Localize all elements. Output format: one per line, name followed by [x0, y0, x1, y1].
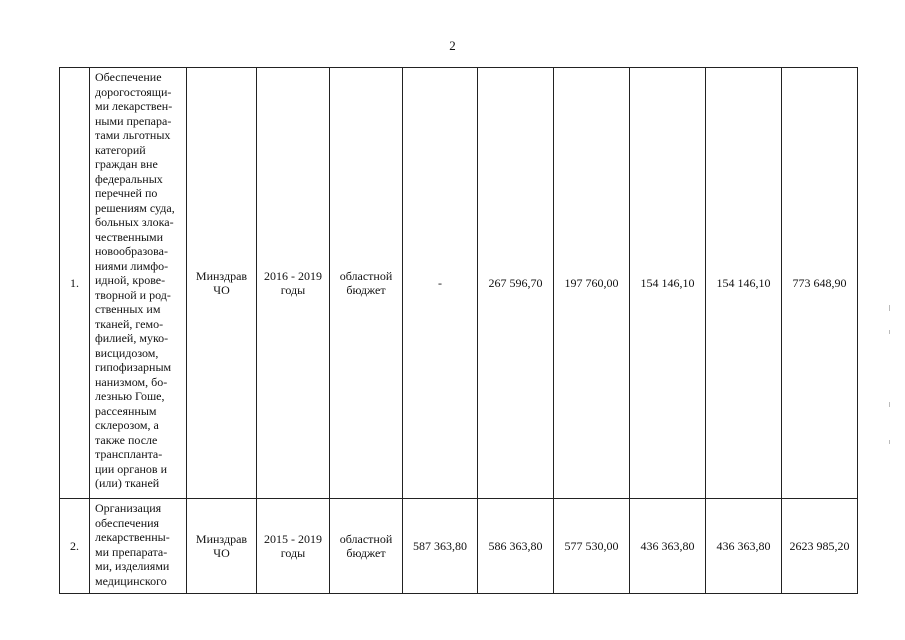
measure-name-line: медицинского [95, 573, 167, 588]
scan-mark [889, 402, 890, 407]
executor-line: ЧО [213, 283, 230, 297]
measure-name-line: нанизмом, бо- [95, 374, 168, 389]
measure-name-line: больных злока- [95, 215, 174, 229]
funding-source-cell [330, 68, 403, 499]
period-line: годы [280, 546, 306, 560]
row-number: 1. [60, 68, 90, 499]
funding-source-line: бюджет [346, 546, 386, 560]
measure-name-line: ми препарата- [95, 544, 168, 559]
measure-name-line: ниями лимфо- [95, 258, 169, 273]
measure-name-line: творной и род- [95, 287, 171, 302]
measure-name-cell [90, 499, 187, 594]
measure-name-line: Обеспечение [95, 70, 162, 84]
measure-name-line: рассеянным [95, 403, 157, 418]
measure-name-line: лезнью Гоше, [95, 389, 165, 403]
scan-mark [889, 305, 890, 311]
executor-line: ЧО [213, 546, 230, 560]
measure-name-line: трансплантa- [95, 447, 163, 461]
measure-name-cell [90, 68, 187, 499]
total-cell: 773 648,90 [782, 68, 858, 499]
measure-name-line: ными препара- [95, 113, 172, 128]
executor-line: Минздрав [195, 531, 248, 546]
executor-line: Минздрав [195, 268, 248, 283]
measure-name-line: ми лекарствен- [95, 99, 173, 113]
total-cell: 2623 985,20 [782, 499, 858, 594]
period-cell [257, 499, 330, 594]
period-line: годы [280, 283, 306, 297]
measure-name-line: граждан вне [95, 157, 158, 171]
period-line: 2016 - 2019 [264, 268, 322, 283]
budget-table [59, 67, 858, 594]
measure-name-line: перечней по [95, 186, 158, 200]
measure-name-line: тканей, гемо- [95, 316, 164, 331]
measure-name-line: ции органов и [95, 461, 168, 476]
measure-name-line: обеспечения [95, 515, 160, 530]
measure-name-line: чественными [95, 229, 164, 244]
measure-name-line: склерозом, а [95, 418, 159, 432]
period-line: 2015 - 2019 [264, 531, 322, 546]
measure-name-line: филией, муко- [95, 331, 169, 345]
measure-name-line: висцидозом, [95, 345, 159, 360]
executor-cell [187, 499, 257, 594]
amount-cell: 577 530,00 [554, 499, 630, 594]
funding-source-line: бюджет [346, 283, 386, 297]
period-cell [257, 68, 330, 499]
funding-source-line: областной [339, 268, 393, 283]
measure-name-line: решениям суда, [95, 200, 175, 215]
measure-name-line: Организация [95, 501, 162, 515]
amount-cell: 267 596,70 [478, 68, 554, 499]
amount-cell: 154 146,10 [630, 68, 706, 499]
measure-name-line: категорий [95, 142, 146, 157]
amount-cell: 586 363,80 [478, 499, 554, 594]
amount-cell: 587 363,80 [403, 499, 478, 594]
amount-cell: 436 363,80 [706, 499, 782, 594]
funding-source-cell [330, 499, 403, 594]
measure-name-line: дорогостоящи- [95, 84, 172, 99]
funding-source-line: областной [339, 531, 393, 546]
measure-name-line: ственных им [95, 302, 161, 316]
measure-name-line: федеральных [95, 171, 163, 186]
amount-cell: 197 760,00 [554, 68, 630, 499]
measure-name-line: новообразова- [95, 244, 168, 258]
measure-name-line: тами льготных [95, 128, 171, 142]
table-row [60, 499, 858, 594]
scan-mark [889, 440, 890, 444]
executor-cell [187, 68, 257, 499]
scan-mark [889, 330, 890, 334]
measure-name-line: гипофизарным [95, 360, 172, 374]
page-number: 2 [449, 38, 456, 53]
row-number: 2. [60, 499, 90, 594]
amount-cell: 154 146,10 [706, 68, 782, 499]
table-row [60, 68, 858, 499]
measure-name-line: (или) тканей [95, 476, 160, 490]
measure-name-line: идной, крове- [95, 273, 166, 287]
measure-name-line: лекарственны- [95, 530, 170, 544]
measure-name-line: также после [95, 432, 158, 447]
amount-cell: - [403, 68, 478, 499]
amount-cell: 436 363,80 [630, 499, 706, 594]
measure-name-line: ми, изделиями [95, 559, 170, 573]
